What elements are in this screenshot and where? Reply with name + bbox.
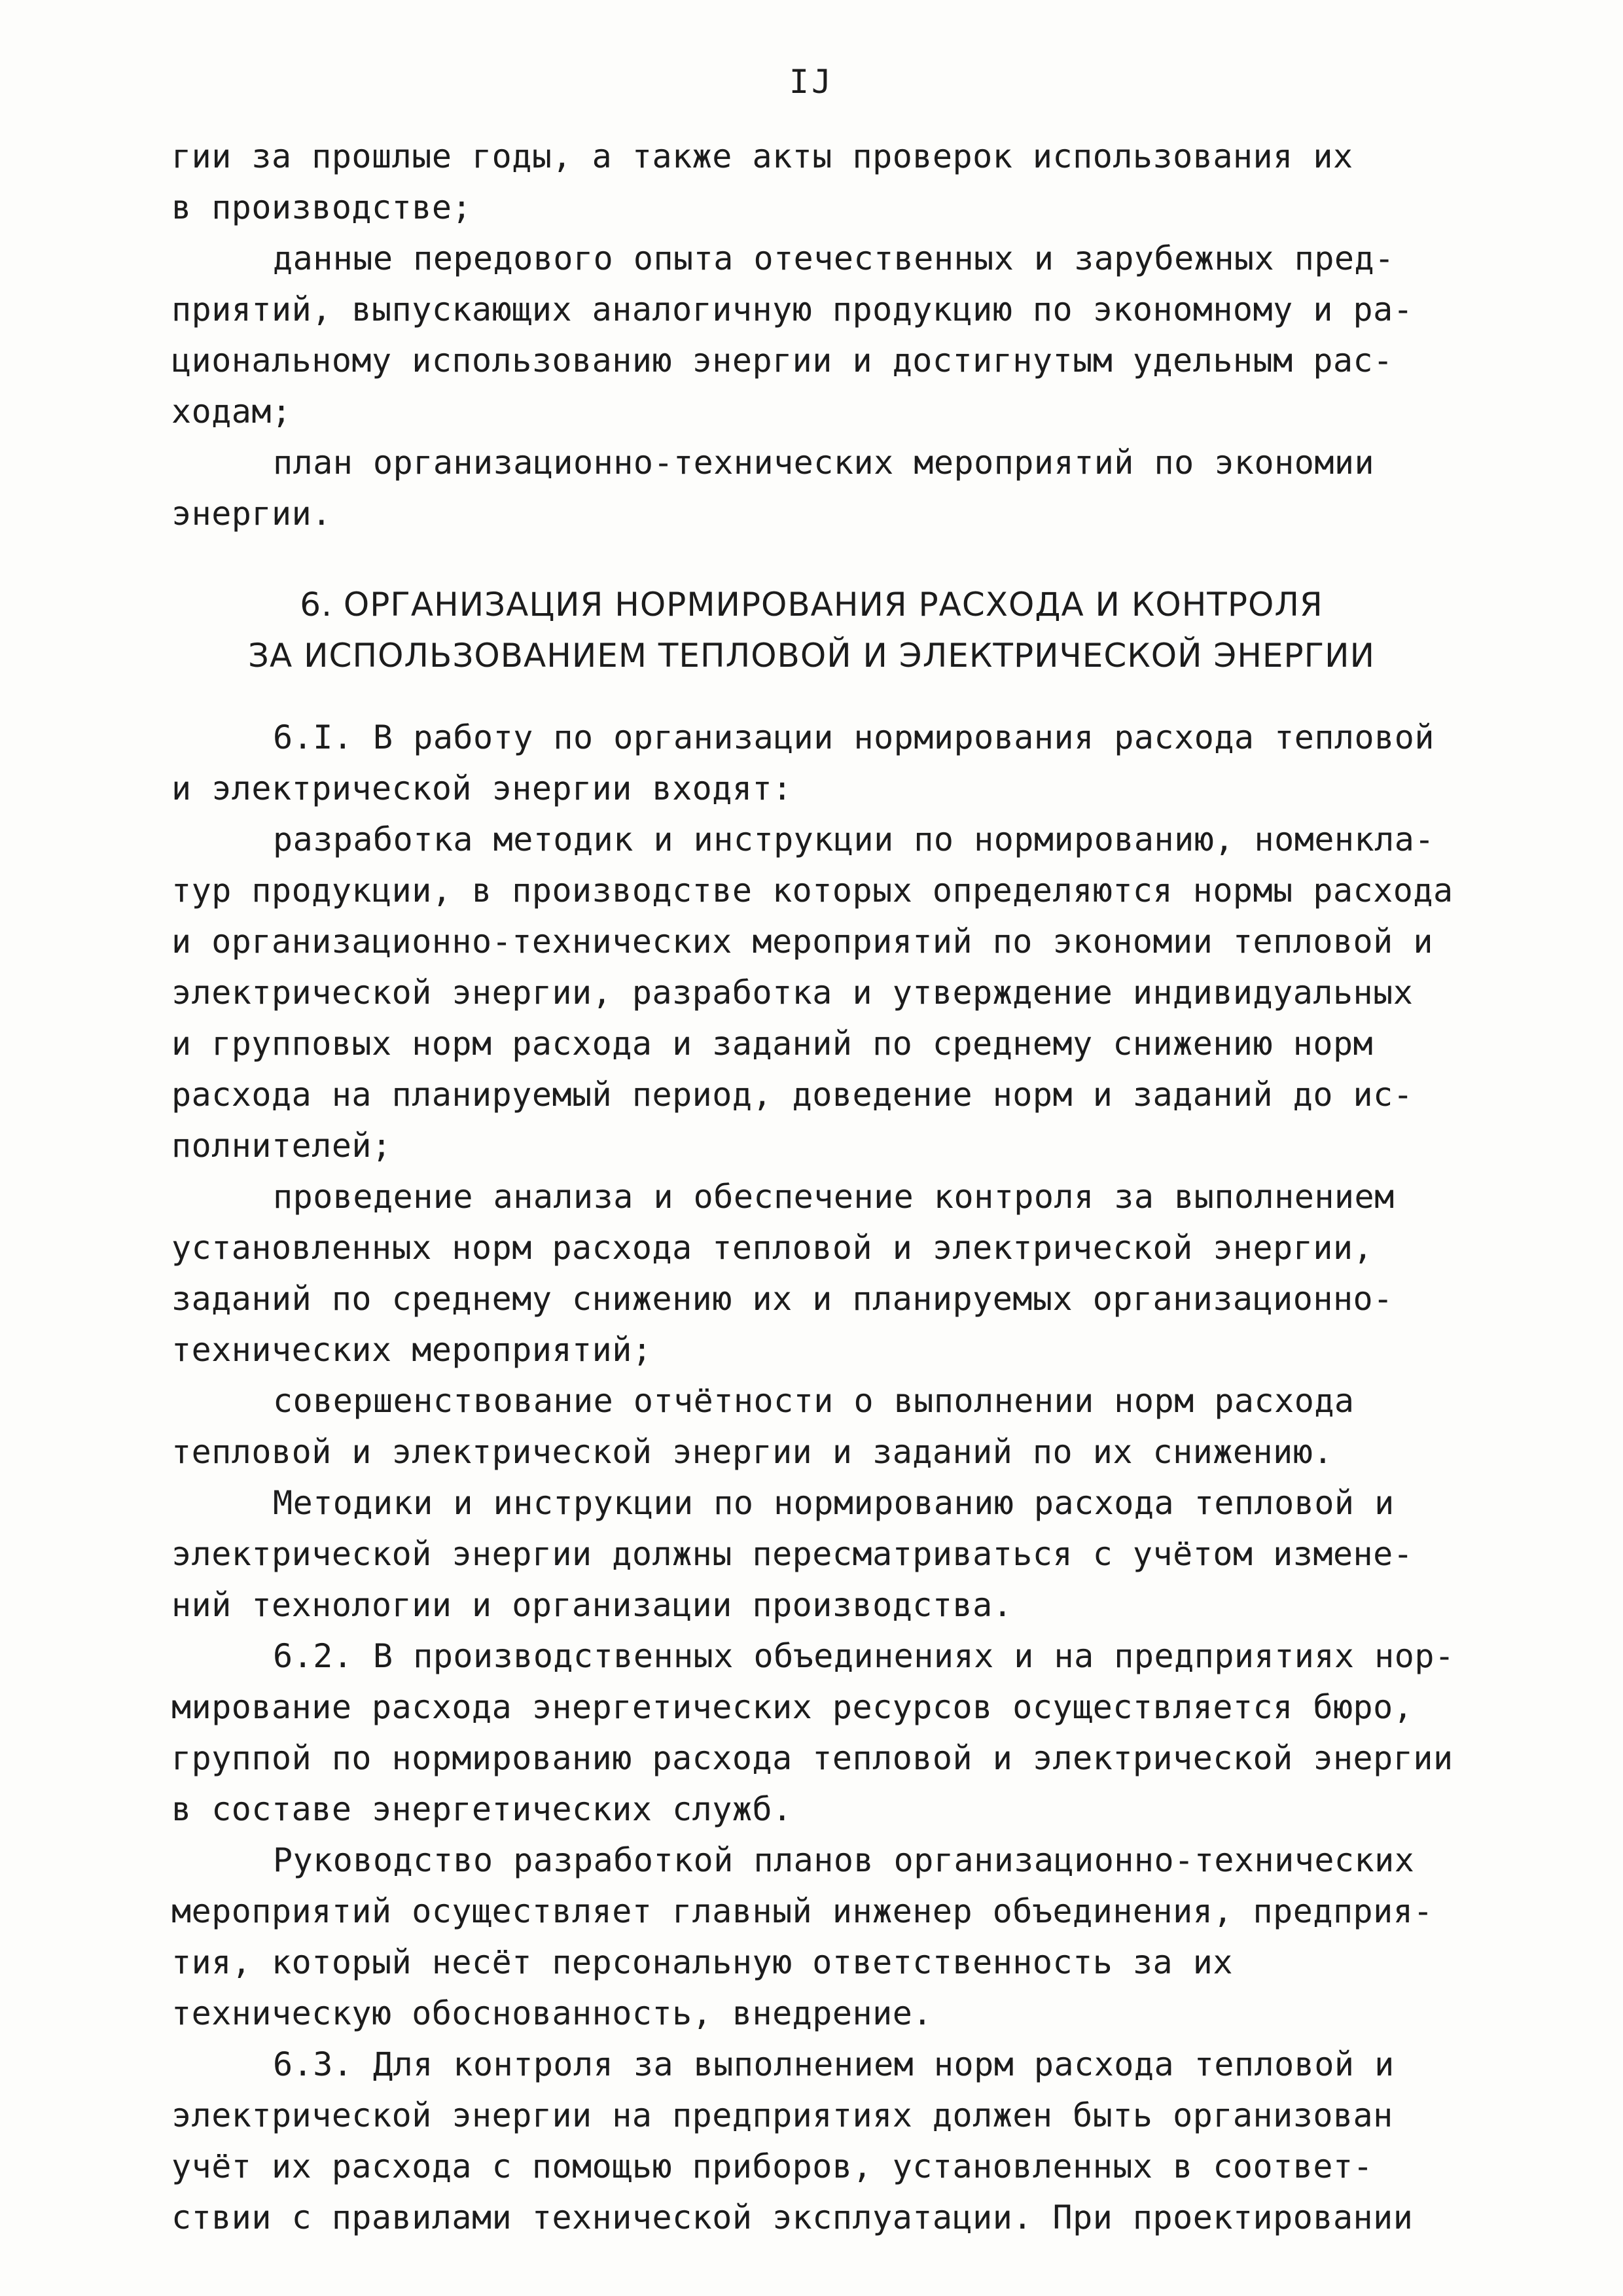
text-line: установленных норм расхода тепловой и электрической энергии, [171,1229,1374,1267]
text-line: совершенствование отчётности о выполнении норм расхода [273,1382,1355,1420]
text-line: план организационно-технических мероприятий по экономии [273,444,1375,482]
text-line: группой по нормированию расхода тепловой и электрической энергии [171,1739,1454,1777]
text-line: ходам; [171,393,292,431]
text-line: 6.2. В производственных объединениях и на предприятиях нор- [273,1637,1455,1675]
text-line: заданий по среднему снижению их и планируемых организационно- [171,1280,1393,1318]
text-line: электрической энергии, разработка и утверждение индивидуальных [171,974,1414,1012]
text-line: тепловой и электрической энергии и заданий по их снижению. [171,1433,1333,1471]
section-heading-line-1: 6. ОРГАНИЗАЦИЯ НОРМИРОВАНИЯ РАСХОДА И КОНТРОЛЯ [300,586,1323,624]
text-line: разработка методик и инструкции по нормированию, номенкла- [273,821,1435,858]
text-line: приятий, выпускающих аналогичную продукцию по экономному и ра- [171,291,1414,328]
text-line: энергии. [171,495,332,533]
text-line: ний технологии и организации производства. [171,1586,1013,1624]
section-heading [0,579,1623,681]
text-line: гии за прошлые годы, а также акты проверок использования их [171,137,1353,175]
text-line: и электрической энергии входят: [171,769,793,807]
text-line: 6.3. Для контроля за выполнением норм расхода тепловой и [273,2045,1395,2083]
text-line: и организационно-технических мероприятий по экономии тепловой и [171,923,1433,961]
text-line: электрической энергии на предприятиях должен быть организован [171,2096,1393,2134]
text-line: 6.I. В работу по организации нормирования расхода тепловой [273,718,1435,756]
text-line: проведение анализа и обеспечение контроля за выполнением [273,1178,1395,1216]
text-line: Методики и инструкции по нормированию расхода тепловой и [273,1484,1395,1522]
text-line: ствии с правилами технической эксплуатации. При проектировании [171,2199,1414,2236]
text-line: электрической энергии должны пересматриваться с учётом измене- [171,1535,1414,1573]
text-line: техническую обоснованность, внедрение. [171,1994,933,2032]
text-line: в составе энергетических служб. [171,1790,793,1828]
section-body [171,712,1480,2243]
text-line: тур продукции, в производстве которых определяются нормы расхода [171,872,1454,910]
page-number: IJ [789,63,834,101]
text-line: расхода на планируемый период, доведение норм и заданий до ис- [171,1076,1414,1114]
text-line: технических мероприятий; [171,1331,652,1369]
intro-paragraphs [171,131,1480,539]
text-line: мирование расхода энергетических ресурсов осуществляется бюро, [171,1688,1414,1726]
text-line: в производстве; [171,188,473,226]
text-line: и групповых норм расхода и заданий по среднему снижению норм [171,1025,1374,1063]
text-line: тия, который несёт персональную ответственность за их [171,1943,1233,1981]
text-line: данные передового опыта отечественных и зарубежных пред- [273,239,1395,277]
text-line: учёт их расхода с помощью приборов, установленных в соответ- [171,2147,1374,2185]
text-line: Руководство разработкой планов организационно-технических [273,1841,1415,1879]
section-heading-line-2: ЗА ИСПОЛЬЗОВАНИЕМ ТЕПЛОВОЙ И ЭЛЕКТРИЧЕСКОЙ ЭНЕРГИИ [248,637,1375,675]
text-line: мероприятий осуществляет главный инженер объединения, предприя- [171,1892,1433,1930]
text-line: полнителей; [171,1127,392,1165]
text-line: циональному использованию энергии и достигнутым удельным рас- [171,342,1393,380]
